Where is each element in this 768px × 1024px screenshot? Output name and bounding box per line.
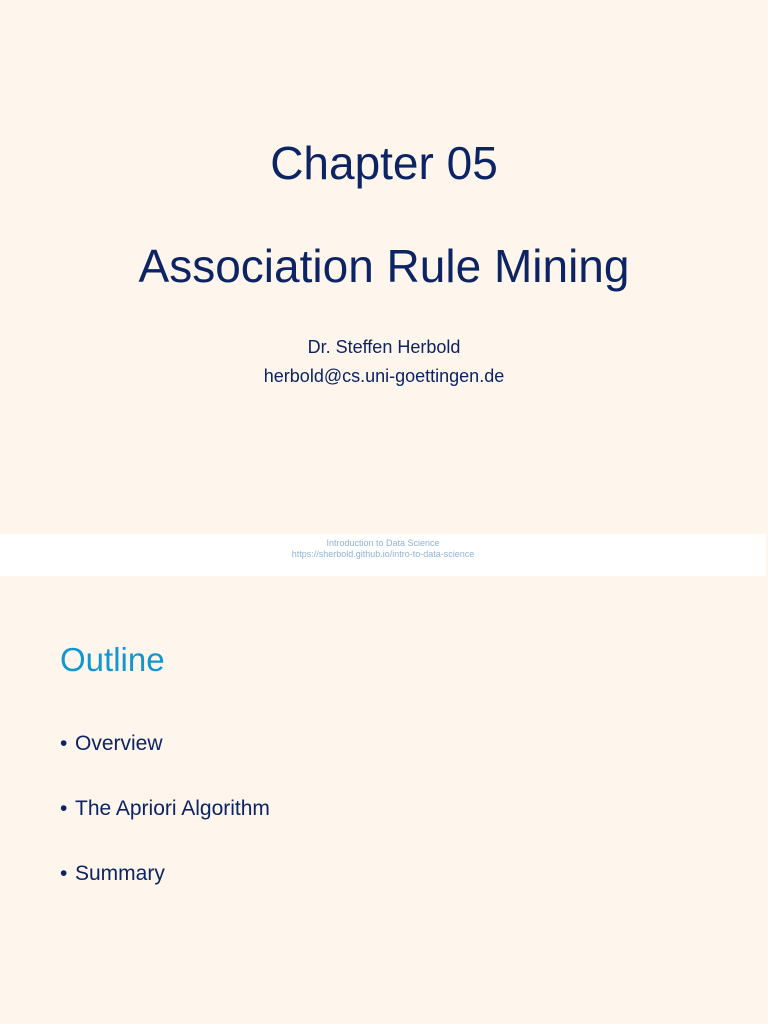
bullet-icon: • [60,732,68,755]
outline-item-label: The Apriori Algorithm [75,797,270,820]
outline-item-apriori [60,795,270,823]
outline-slide [0,576,768,1024]
outline-heading: Outline [60,641,165,678]
outline-item-summary [60,860,270,888]
chapter-title: Chapter 05 [270,137,498,189]
bullet-icon: • [60,862,68,885]
presentation-title: Association Rule Mining [138,240,630,292]
course-url: https://sherbold.github.io/intro-to-data-science [291,549,475,559]
author-email: herbold@cs.uni-goettingen.de [263,366,505,386]
slide-footer [0,534,766,576]
outline-item-label: Summary [75,862,165,885]
author-name: Dr. Steffen Herbold [307,337,461,357]
outline-item-overview [60,730,270,758]
bullet-icon: • [60,797,68,820]
outline-list [60,730,270,925]
course-name: Introduction to Data Science [326,538,440,548]
outline-item-label: Overview [75,732,163,755]
